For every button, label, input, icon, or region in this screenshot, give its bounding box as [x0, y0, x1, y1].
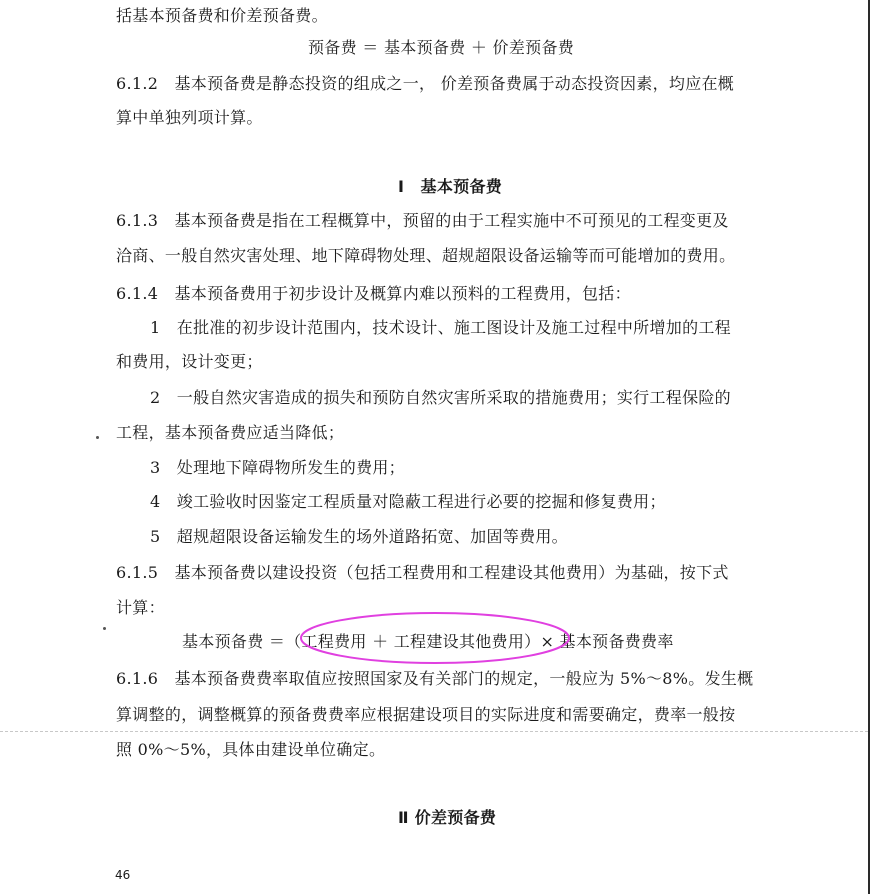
clause-6-1-6: 6.1.6 基本预备费费率取值应按照国家及有关部门的规定，一般应为 5%～8%。发生概 [116, 669, 754, 688]
section-heading-price-reserve: Ⅱ 价差预备费 [398, 808, 497, 827]
list-item-2-cont: 工程，基本预备费应适当降低； [116, 423, 345, 442]
clause-6-1-3: 6.1.3 基本预备费是指在工程概算中，预留的由于工程实施中不可预见的工程变更及 [116, 211, 729, 230]
section-heading-basic-reserve: Ⅰ 基本预备费 [398, 177, 503, 196]
list-item-4: 4 竣工验收时因鉴定工程质量对隐蔽工程进行必要的挖掘和修复费用； [150, 492, 666, 511]
clause-6-1-3-cont: 洽商、一般自然灾害处理、地下障碍物处理、超规超限设备运输等而可能增加的费用。 [116, 246, 736, 265]
list-item-5: 5 超规超限设备运输发生的场外道路拓宽、加固等费用。 [150, 527, 568, 546]
list-item-1: 1 在批准的初步设计范围内，技术设计、施工图设计及施工过程中所增加的工程 [150, 318, 731, 337]
clause-6-1-5: 6.1.5 基本预备费以建设投资（包括工程费用和工程建设其他费用）为基础，按下式 [116, 563, 729, 582]
clause-6-1-4: 6.1.4 基本预备费用于初步设计及概算内难以预料的工程费用，包括： [116, 284, 631, 303]
scan-speck [103, 627, 106, 630]
clause-6-1-2-cont: 算中单独列项计算。 [116, 108, 263, 127]
clause-6-1-6-end: 照 0%～5%，具体由建设单位确定。 [116, 740, 386, 759]
page-edge [868, 0, 870, 894]
clause-6-1-6-cont: 算调整的，调整概算的预备费费率应根据建设项目的实际进度和需要确定，费率一般按 [116, 705, 736, 724]
scan-speck [96, 436, 99, 439]
clause-6-1-2: 6.1.2 基本预备费是静态投资的组成之一， 价差预备费属于动态投资因素，均应在概 [116, 74, 735, 93]
scan-artifact [0, 731, 868, 732]
list-item-1-cont: 和费用，设计变更； [116, 352, 263, 371]
list-item-3: 3 处理地下障碍物所发生的费用； [150, 458, 405, 477]
formula-basic-reserve: 基本预备费 ＝（工程费用 ＋ 工程建设其他费用）× 基本预备费费率 [182, 632, 674, 651]
formula-reserve-total: 预备费 ＝ 基本预备费 ＋ 价差预备费 [308, 38, 575, 57]
list-item-2: 2 一般自然灾害造成的损失和预防自然灾害所采取的措施费用；实行工程保险的 [150, 388, 731, 407]
clause-6-1-5-cont: 计算： [116, 598, 165, 617]
page-number: 46 [115, 868, 131, 882]
text-line-intro: 括基本预备费和价差预备费。 [116, 6, 328, 25]
